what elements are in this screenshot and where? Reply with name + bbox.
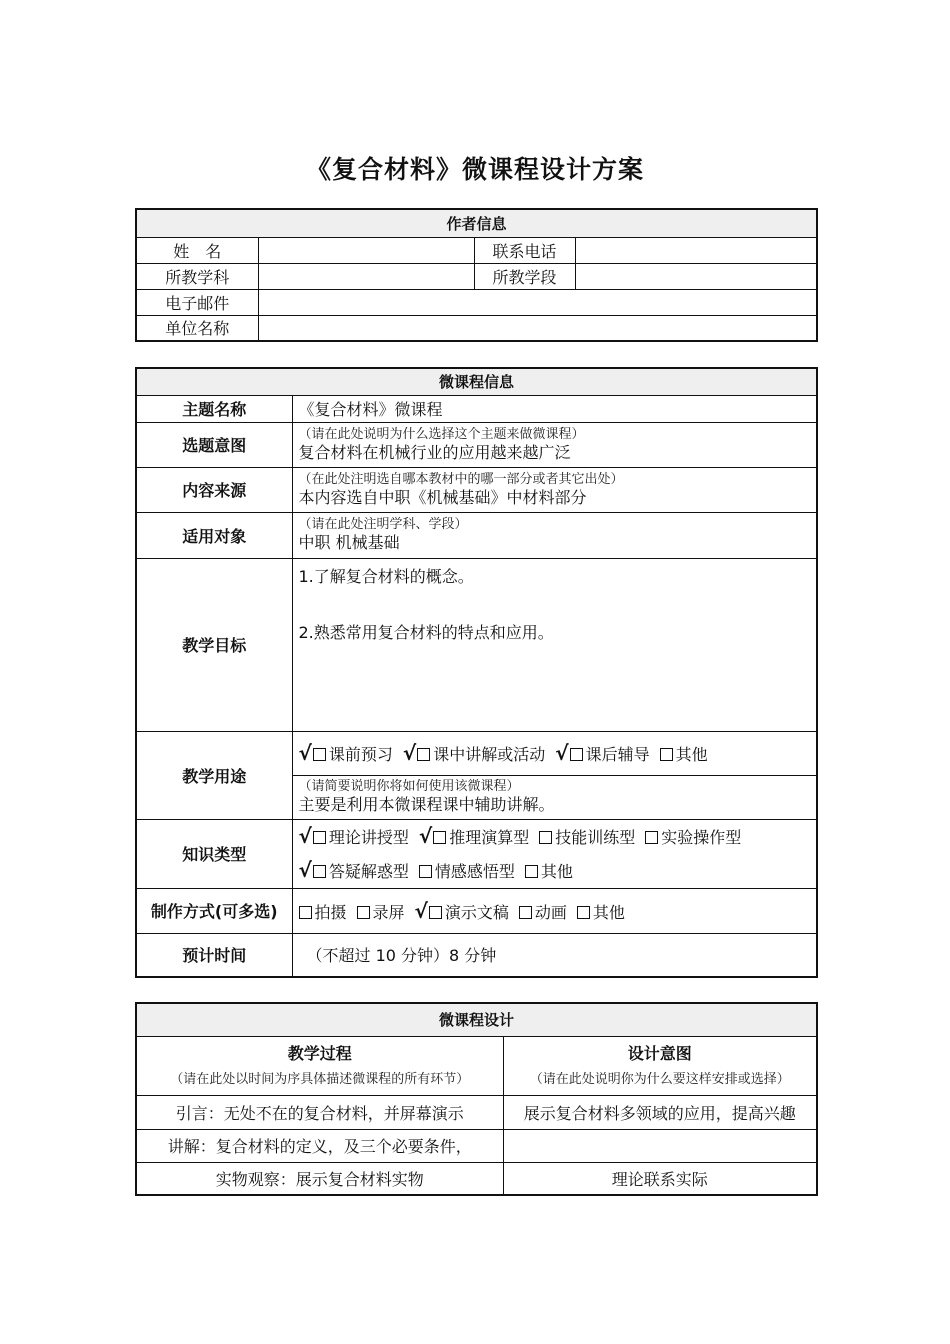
course-info-table [135, 367, 818, 978]
author-info-header: 作者信息 [136, 209, 817, 237]
usage-description-field[interactable] [292, 775, 817, 819]
option-label: 其他 [540, 861, 573, 881]
usage-hint: （请简要说明你将如何使用该微课程） [298, 779, 520, 794]
process-cell[interactable]: 实物观察：展示复合材料实物 [136, 1162, 503, 1195]
time-label: 预计时间 [136, 933, 292, 977]
goals-field[interactable] [292, 558, 817, 731]
topic-field[interactable]: 《复合材料》微课程 [292, 395, 817, 422]
checkbox-icon[interactable] [313, 748, 326, 761]
option-method_options-2[interactable] [415, 899, 509, 923]
checkmark-icon: √ [298, 823, 312, 848]
source-field[interactable] [292, 467, 817, 512]
option-label: 课后辅导 [585, 745, 650, 764]
email-field[interactable] [258, 289, 817, 315]
usage-options [292, 731, 817, 775]
checkbox-icon[interactable] [419, 865, 432, 878]
option-label: 理论讲授型 [328, 827, 409, 847]
source-value: 本内容选自中职《机械基础》中材料部分 [298, 487, 587, 507]
intent-field[interactable] [292, 422, 817, 467]
option-method_options-0[interactable] [299, 900, 347, 923]
checkbox-icon[interactable] [539, 831, 552, 844]
option-label: 课前预习 [328, 745, 393, 764]
option-knowledge_options-6[interactable] [525, 856, 573, 888]
checkbox-icon[interactable] [433, 831, 446, 844]
process-column-hint: （请在此处以时间为序具体描述微课程的所有环节） [170, 1071, 470, 1087]
knowledge-options [292, 819, 817, 888]
option-label: 技能训练型 [555, 827, 636, 847]
option-knowledge_options-3[interactable] [645, 822, 741, 854]
option-label: 拍摄 [314, 902, 347, 922]
phone-label: 联系电话 [474, 237, 575, 263]
document-title: 《复合材料》微课程设计方案 [305, 155, 644, 184]
course-design-header: 微课程设计 [136, 1003, 817, 1036]
option-label: 演示文稿 [444, 902, 509, 922]
checkbox-icon[interactable] [577, 906, 590, 919]
method-options [292, 888, 817, 933]
subject-field[interactable] [258, 263, 474, 289]
goal-1: 1.了解复合材料的概念。 [298, 566, 474, 586]
audience-hint: （请在此处注明学科、学段） [298, 517, 468, 532]
usage-label: 教学用途 [136, 731, 292, 819]
option-knowledge_options-5[interactable] [419, 856, 515, 888]
checkbox-icon[interactable] [299, 906, 312, 919]
audience-field[interactable] [292, 512, 817, 558]
option-label: 录屏 [372, 902, 405, 922]
checkbox-icon[interactable] [570, 748, 583, 761]
course-design-table [135, 1002, 818, 1196]
intent-cell[interactable]: 展示复合材料多领域的应用，提高兴趣 [503, 1095, 817, 1129]
option-label: 课中讲解或活动 [433, 745, 546, 764]
stage-label: 所教学段 [474, 263, 575, 289]
checkbox-icon[interactable] [313, 865, 326, 878]
checkmark-icon: √ [402, 741, 417, 765]
checkmark-icon: √ [414, 898, 428, 923]
option-usage_options-0[interactable] [299, 741, 393, 765]
intent-cell[interactable] [503, 1129, 817, 1162]
name-field[interactable] [258, 237, 474, 263]
topic-label: 主题名称 [136, 395, 292, 422]
intent-hint: （请在此处说明为什么选择这个主题来做微课程） [298, 426, 585, 442]
audience-value: 中职 机械基础 [298, 533, 400, 552]
process-cell[interactable]: 引言：无处不在的复合材料，并屏幕演示 [136, 1095, 503, 1129]
checkbox-icon[interactable] [417, 748, 430, 761]
checkbox-icon[interactable] [645, 831, 658, 844]
method-label: 制作方式(可多选) [136, 888, 292, 933]
intent-label: 选题意图 [136, 422, 292, 467]
intent-column-hint: （请在此处说明你为什么要这样安排或选择） [529, 1071, 790, 1087]
checkbox-icon[interactable] [357, 906, 370, 919]
intent-column-title: 设计意图 [627, 1043, 692, 1063]
usage-value: 主要是利用本微课程课中辅助讲解。 [298, 795, 555, 814]
option-label: 推理演算型 [449, 827, 530, 847]
process-column-title: 教学过程 [287, 1043, 352, 1063]
option-method_options-4[interactable] [577, 900, 625, 923]
option-knowledge_options-1[interactable] [419, 820, 529, 854]
checkbox-icon[interactable] [429, 906, 442, 919]
option-label: 情感感悟型 [434, 861, 515, 881]
org-label: 单位名称 [136, 315, 258, 341]
source-label: 内容来源 [136, 467, 292, 512]
course-info-header: 微课程信息 [136, 368, 817, 395]
process-column-header [136, 1036, 503, 1095]
option-knowledge_options-2[interactable] [539, 822, 635, 854]
option-usage_options-1[interactable] [403, 741, 545, 765]
option-method_options-1[interactable] [357, 900, 405, 923]
goals-label: 教学目标 [136, 558, 292, 731]
option-label: 动画 [534, 902, 567, 922]
option-method_options-3[interactable] [519, 900, 567, 923]
source-hint: （在此处注明选自哪本教材中的哪一部分或者其它出处） [298, 471, 624, 487]
email-label: 电子邮件 [136, 289, 258, 315]
name-label: 姓 名 [136, 237, 258, 263]
option-label: 其他 [675, 745, 708, 764]
option-usage_options-2[interactable] [555, 741, 649, 765]
author-info-table [135, 208, 818, 342]
stage-field[interactable] [575, 263, 817, 289]
intent-cell[interactable]: 理论联系实际 [503, 1162, 817, 1195]
checkbox-icon[interactable] [519, 906, 532, 919]
org-field[interactable] [258, 315, 817, 341]
checkmark-icon: √ [418, 823, 433, 848]
option-knowledge_options-0[interactable] [299, 820, 409, 854]
goal-2: 2.熟悉常用复合材料的特点和应用。 [298, 622, 554, 642]
checkmark-icon: √ [555, 741, 569, 765]
intent-column-header [503, 1036, 817, 1095]
subject-label: 所教学科 [136, 263, 258, 289]
checkmark-icon: √ [298, 857, 312, 882]
checkbox-icon[interactable] [660, 748, 673, 761]
option-knowledge_options-4[interactable] [299, 854, 409, 888]
option-usage_options-3[interactable] [660, 742, 708, 765]
checkmark-icon: √ [298, 741, 312, 765]
checkbox-icon[interactable] [525, 865, 538, 878]
intent-value: 复合材料在机械行业的应用越来越广泛 [298, 442, 571, 462]
phone-field[interactable] [575, 237, 817, 263]
option-label: 实验操作型 [661, 827, 742, 847]
audience-label: 适用对象 [136, 512, 292, 558]
option-label: 答疑解惑型 [328, 861, 409, 881]
knowledge-label: 知识类型 [136, 819, 292, 888]
time-field[interactable]: （不超过 10 分钟）8 分钟 [292, 933, 817, 977]
checkbox-icon[interactable] [313, 831, 326, 844]
option-label: 其他 [592, 902, 625, 922]
process-cell[interactable]: 讲解：复合材料的定义，及三个必要条件， [136, 1129, 503, 1162]
